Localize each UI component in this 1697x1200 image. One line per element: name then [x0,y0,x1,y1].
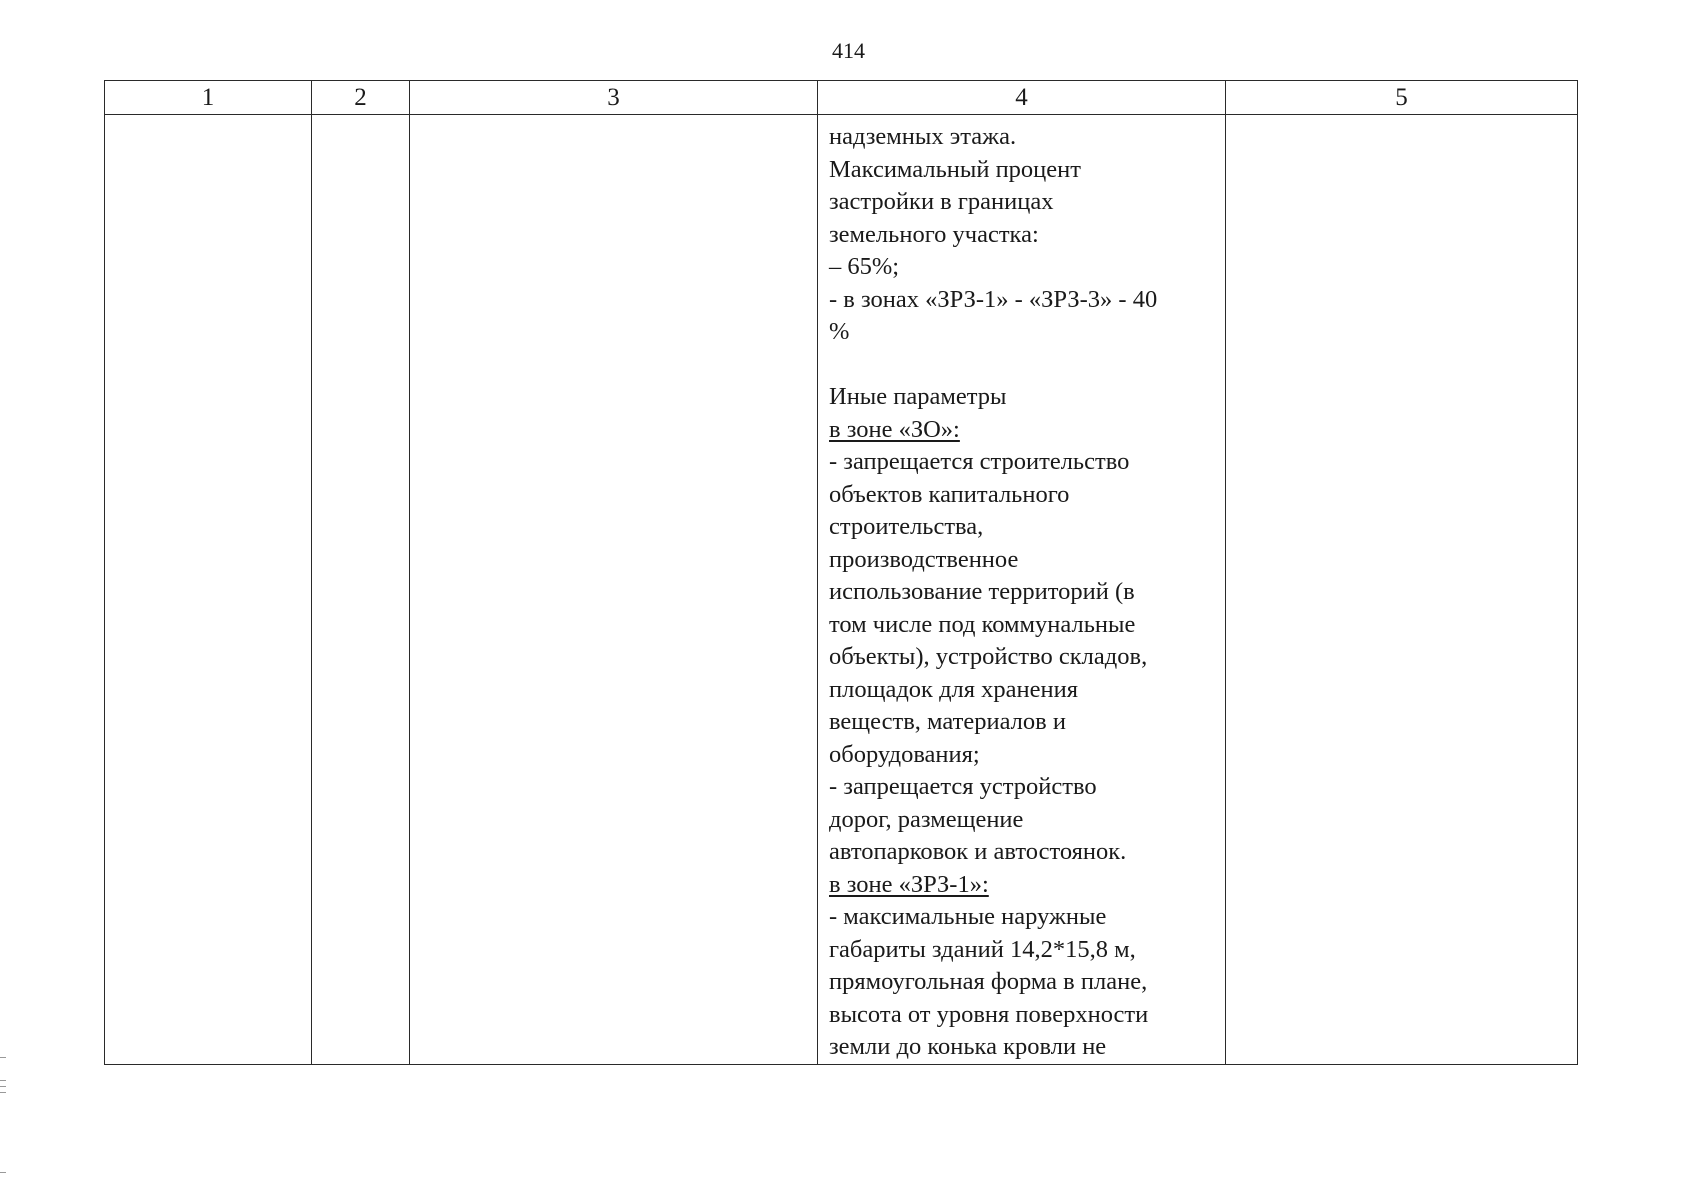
scan-edge-mark [0,1080,6,1081]
text-line: - максимальные наружные [829,903,1107,930]
zone-heading-text: в зоне «ЗО»: [829,415,960,443]
column-header-3: 3 [410,81,818,115]
scan-edge-mark [0,1092,6,1093]
text-line: объекты), устройство складов, [829,643,1148,670]
text-line: надземных этажа. [829,123,1017,150]
text-line: Иные параметры [829,383,1007,410]
text-line: строительства, [829,513,984,540]
column-header-4: 4 [818,81,1226,115]
cell-col-3 [410,115,818,1065]
text-line: производственное [829,545,1019,573]
cell-col-2 [312,115,410,1065]
text-line: - запрещается устройство [829,773,1097,800]
page-number: 414 [832,38,865,63]
cell-col-5 [1226,115,1578,1065]
text-line: объектов капитального [829,480,1070,508]
text-line: - запрещается строительство [829,448,1130,475]
blank-line [829,349,1217,382]
text-line: автопарковок и автостоянок. [829,838,1127,865]
text-line: площадок для хранения [829,675,1079,703]
text-line: % [829,318,850,345]
text-line: Максимальный процент [829,155,1081,183]
text-line: - в зонах «ЗРЗ-1» - «ЗРЗ-3» - 40 [829,285,1158,313]
zone-heading-text: в зоне «ЗРЗ-1»: [829,870,989,898]
text-line: веществ, материалов и [829,708,1066,735]
scan-edge-mark [0,1057,6,1058]
text-line: высота от уровня поверхности [829,1000,1149,1028]
text-line: дорог, размещение [829,805,1024,833]
text-line: – 65%; [829,253,900,280]
text-line: габариты зданий 14,2*15,8 м, [829,935,1136,963]
text-line: земельного участка: [829,220,1039,248]
scan-edge-mark [0,1086,6,1087]
column-header-2: 2 [312,81,410,115]
table-header-row [105,81,1578,115]
text-line: земли до конька кровли не [829,1033,1107,1060]
text-line: застройки в границах [829,188,1054,215]
text-line: том числе под коммунальные [829,610,1136,638]
regulations-table [104,80,1578,1065]
scan-edge-mark [0,1172,6,1173]
text-line: оборудования; [829,740,980,768]
cell-col-1 [105,115,312,1065]
table-row [105,115,1578,1065]
cell-col-4-parameters [818,115,1226,1065]
column-header-5: 5 [1226,81,1578,115]
zone-heading [829,869,1217,902]
column-header-1: 1 [105,81,312,115]
text-line: использование территорий (в [829,578,1135,605]
text-line: прямоугольная форма в плане, [829,968,1148,995]
zone-heading [829,414,1217,447]
